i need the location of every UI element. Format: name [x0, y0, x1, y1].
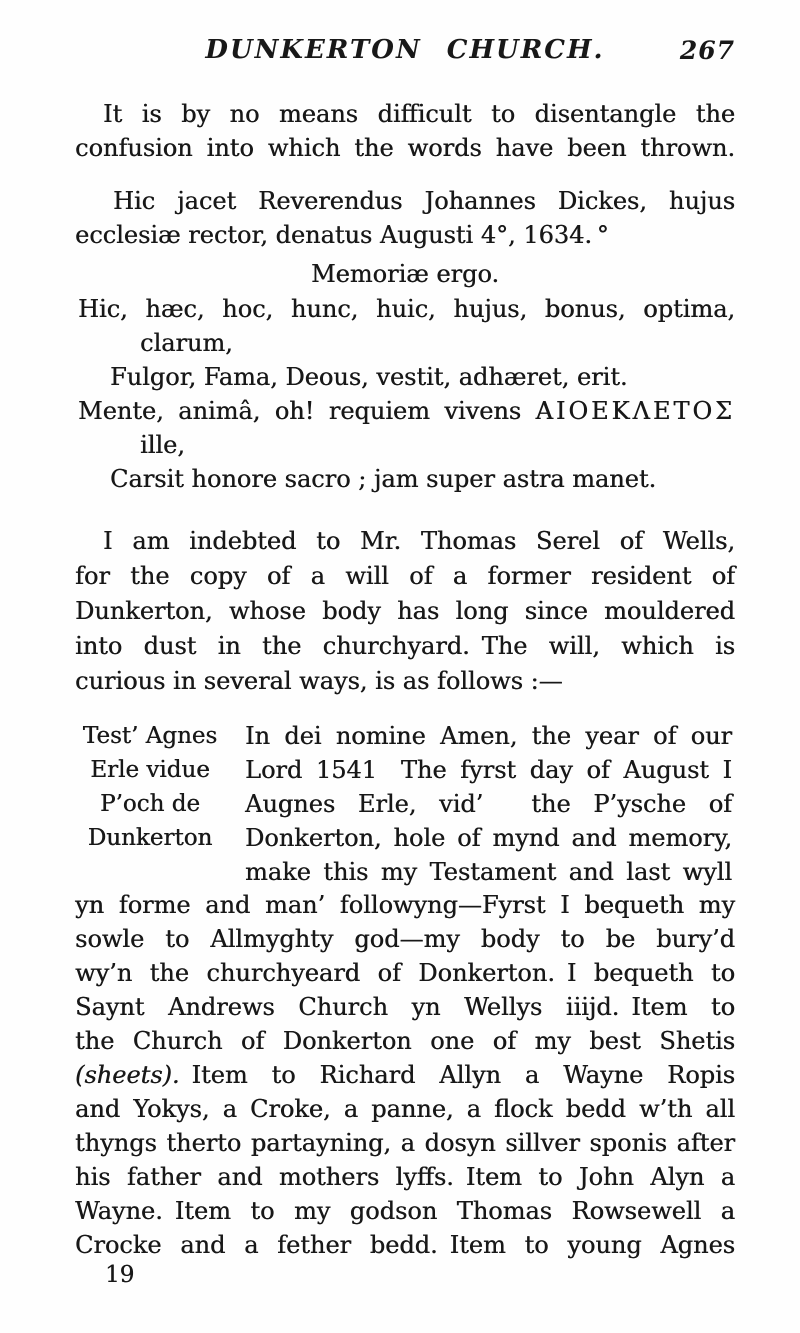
verse-line: ille,	[140, 431, 185, 459]
text-line: curious in several ways, is as follows :—	[75, 667, 563, 695]
text-line: into dust in the churchyard. The will, which is	[75, 632, 735, 660]
verse-line-latin: Mente, animâ, oh! requiem vivens	[78, 397, 522, 425]
will-column-text	[245, 719, 732, 889]
will-line	[75, 1058, 735, 1092]
text-line: ecclesiæ rector, denatus Augusti 4°, 1634. °	[75, 221, 609, 249]
verse-heading-block	[75, 257, 735, 291]
margin-note-line: P’och de	[100, 791, 200, 817]
will-line: yn forme and man’ followyng—Fyrst I bequeth my	[75, 891, 735, 919]
will-line: the Church of Donkerton one of my best Shetis	[75, 1027, 735, 1055]
will-line: In dei nomine Amen, the year of our	[245, 722, 732, 750]
margin-note-line: Dunkerton	[87, 825, 213, 851]
margin-note-line: Test’ Agnes	[82, 723, 218, 749]
will-line: Wayne. Item to my godson Thomas Rowsewell a	[75, 1197, 735, 1225]
will-line: Crocke and a fether bedd. Item to young Agnes	[75, 1231, 735, 1259]
will-line: Donkerton, hole of mynd and memory,	[245, 824, 732, 852]
will-line: his father and mothers lyffs. Item to John Alyn a	[75, 1163, 735, 1191]
will-line: sowle to Allmyghty god—my body to be bury’d	[75, 925, 735, 953]
text-line: Hic jacet Reverendus Johannes Dickes, hujus	[113, 187, 735, 215]
will-full-width-text	[75, 888, 735, 1262]
will-line: thyngs therto partayning, a dosyn sillver sponis after	[75, 1129, 735, 1157]
verse-line: Hic, hæc, hoc, hunc, huic, hujus, bonus, optima,	[78, 295, 735, 323]
verse-line: Carsit honore sacro ; jam super astra manet.	[110, 465, 657, 493]
intro-paragraph	[75, 97, 735, 165]
will-line: make this my Testament and last wyll	[245, 858, 732, 886]
will-line: and Yokys, a Croke, a panne, a flock bedd w’th all	[75, 1095, 735, 1123]
page-title: DUNKERTON CHURCH.	[205, 35, 605, 65]
verse-heading: Memoriæ ergo.	[310, 260, 499, 288]
will-line: Lord 1541 The fyrst day of August I	[245, 756, 732, 784]
text-line: Dunkerton, whose body has long since mouldered	[75, 597, 735, 625]
signature-mark: 19	[105, 1262, 135, 1288]
running-header	[75, 34, 735, 66]
margin-note-line: Erle vidue	[90, 757, 210, 783]
verse-line: clarum,	[140, 329, 233, 357]
will-line: Saynt Andrews Church yn Wellys iiijd. Item to	[75, 993, 735, 1021]
will-line: wy’n the churchyeard of Donkerton. I bequeth to	[75, 959, 735, 987]
indebted-paragraph	[75, 524, 735, 699]
latin-verse	[78, 292, 735, 496]
text-line: It is by no means difficult to disentangle the	[103, 100, 735, 128]
verse-line: Fulgor, Fama, Deous, vestit, adhæret, erit.	[110, 363, 628, 391]
marginal-note	[75, 719, 225, 855]
text-line: confusion into which the words have been thrown.	[75, 134, 735, 162]
sheets-gloss: (sheets).	[75, 1061, 180, 1089]
epitaph-paragraph	[75, 184, 735, 252]
text-line: I am indebted to Mr. Thomas Serel of Wells,	[103, 527, 735, 555]
verse-line	[78, 394, 735, 428]
will-line: Augnes Erle, vid’ the P’ysche of	[245, 790, 732, 818]
page-number: 267	[679, 36, 735, 65]
text-line: for the copy of a will of a former resident of	[75, 562, 735, 590]
verse-line-greek: ΑΙΟΕΚΛΕΤΟΣ	[535, 397, 735, 425]
will-line-text: Item to Richard Allyn a Wayne Ropis	[179, 1061, 735, 1089]
